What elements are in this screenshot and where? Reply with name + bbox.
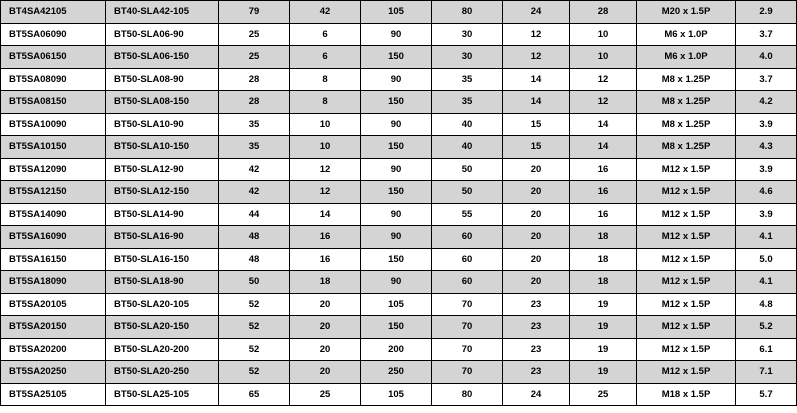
cell-d1: 52: [219, 316, 290, 339]
cell-d1: 42: [219, 181, 290, 204]
cell-d3: 20: [503, 271, 570, 294]
cell-d3: 20: [503, 226, 570, 249]
cell-thread: M8 x 1.25P: [637, 91, 736, 114]
cell-thread: M12 x 1.5P: [637, 203, 736, 226]
cell-l1: 105: [361, 383, 432, 406]
cell-l2: 60: [432, 248, 503, 271]
cell-l3: 18: [570, 271, 637, 294]
cell-d3: 12: [503, 23, 570, 46]
cell-l1: 150: [361, 136, 432, 159]
cell-l1: 90: [361, 158, 432, 181]
cell-l3: 25: [570, 383, 637, 406]
cell-d1: 25: [219, 46, 290, 69]
cell-l3: 19: [570, 338, 637, 361]
cell-item_code: BT5SA10090: [1, 113, 106, 136]
cell-item_code: BT5SA12150: [1, 181, 106, 204]
cell-weight: 6.1: [736, 338, 797, 361]
cell-d2: 42: [290, 1, 361, 24]
cell-model_code: BT50-SLA06-150: [106, 46, 219, 69]
cell-d1: 44: [219, 203, 290, 226]
cell-item_code: BT5SA06090: [1, 23, 106, 46]
cell-l1: 90: [361, 23, 432, 46]
cell-thread: M8 x 1.25P: [637, 136, 736, 159]
cell-l2: 80: [432, 383, 503, 406]
cell-item_code: BT4SA42105: [1, 1, 106, 24]
cell-weight: 5.2: [736, 316, 797, 339]
cell-l1: 90: [361, 203, 432, 226]
cell-l3: 16: [570, 203, 637, 226]
cell-l2: 60: [432, 271, 503, 294]
cell-d2: 6: [290, 46, 361, 69]
cell-d1: 52: [219, 293, 290, 316]
table-row: [1, 361, 797, 384]
cell-d2: 16: [290, 248, 361, 271]
cell-model_code: BT50-SLA14-90: [106, 203, 219, 226]
cell-l1: 90: [361, 113, 432, 136]
cell-d1: 28: [219, 68, 290, 91]
table-row: [1, 181, 797, 204]
cell-d2: 12: [290, 181, 361, 204]
cell-weight: 4.8: [736, 293, 797, 316]
cell-l2: 30: [432, 46, 503, 69]
cell-l1: 250: [361, 361, 432, 384]
cell-l3: 18: [570, 226, 637, 249]
cell-model_code: BT50-SLA08-150: [106, 91, 219, 114]
cell-d1: 79: [219, 1, 290, 24]
cell-thread: M8 x 1.25P: [637, 68, 736, 91]
cell-l1: 105: [361, 1, 432, 24]
cell-l2: 70: [432, 361, 503, 384]
cell-l1: 90: [361, 226, 432, 249]
cell-l3: 10: [570, 46, 637, 69]
cell-d3: 23: [503, 361, 570, 384]
cell-thread: M20 x 1.5P: [637, 1, 736, 24]
cell-model_code: BT50-SLA08-90: [106, 68, 219, 91]
cell-thread: M12 x 1.5P: [637, 316, 736, 339]
cell-d3: 12: [503, 46, 570, 69]
cell-d1: 50: [219, 271, 290, 294]
cell-weight: 3.9: [736, 203, 797, 226]
cell-d1: 28: [219, 91, 290, 114]
cell-item_code: BT5SA16090: [1, 226, 106, 249]
table-row: [1, 158, 797, 181]
cell-d3: 15: [503, 136, 570, 159]
cell-item_code: BT5SA12090: [1, 158, 106, 181]
cell-l2: 60: [432, 226, 503, 249]
cell-d2: 10: [290, 113, 361, 136]
table-row: [1, 248, 797, 271]
cell-d1: 52: [219, 361, 290, 384]
cell-thread: M12 x 1.5P: [637, 293, 736, 316]
cell-weight: 4.3: [736, 136, 797, 159]
cell-d3: 20: [503, 248, 570, 271]
cell-model_code: BT50-SLA20-150: [106, 316, 219, 339]
cell-d2: 20: [290, 316, 361, 339]
cell-l1: 150: [361, 46, 432, 69]
cell-l2: 70: [432, 293, 503, 316]
cell-d2: 6: [290, 23, 361, 46]
cell-d2: 20: [290, 338, 361, 361]
table-body: [1, 1, 797, 406]
cell-l1: 150: [361, 91, 432, 114]
cell-d3: 15: [503, 113, 570, 136]
table-row: [1, 91, 797, 114]
cell-item_code: BT5SA14090: [1, 203, 106, 226]
cell-thread: M18 x 1.5P: [637, 383, 736, 406]
cell-d2: 8: [290, 68, 361, 91]
cell-item_code: BT5SA16150: [1, 248, 106, 271]
cell-model_code: BT40-SLA42-105: [106, 1, 219, 24]
cell-item_code: BT5SA08150: [1, 91, 106, 114]
cell-item_code: BT5SA20200: [1, 338, 106, 361]
table-row: [1, 1, 797, 24]
cell-l1: 105: [361, 293, 432, 316]
cell-thread: M12 x 1.5P: [637, 158, 736, 181]
cell-weight: 7.1: [736, 361, 797, 384]
cell-l1: 150: [361, 248, 432, 271]
cell-l1: 150: [361, 181, 432, 204]
cell-l2: 50: [432, 181, 503, 204]
cell-model_code: BT50-SLA06-90: [106, 23, 219, 46]
cell-item_code: BT5SA25105: [1, 383, 106, 406]
cell-l3: 16: [570, 158, 637, 181]
table-row: [1, 46, 797, 69]
cell-l3: 12: [570, 91, 637, 114]
cell-d3: 23: [503, 316, 570, 339]
cell-l2: 70: [432, 316, 503, 339]
cell-d1: 48: [219, 226, 290, 249]
cell-l3: 19: [570, 316, 637, 339]
cell-d1: 52: [219, 338, 290, 361]
cell-l3: 19: [570, 293, 637, 316]
cell-thread: M12 x 1.5P: [637, 226, 736, 249]
cell-d2: 25: [290, 383, 361, 406]
cell-d2: 12: [290, 158, 361, 181]
table-row: [1, 226, 797, 249]
cell-d2: 10: [290, 136, 361, 159]
cell-d3: 20: [503, 158, 570, 181]
cell-weight: 4.1: [736, 226, 797, 249]
cell-l3: 12: [570, 68, 637, 91]
cell-weight: 3.7: [736, 23, 797, 46]
cell-l2: 70: [432, 338, 503, 361]
cell-l1: 200: [361, 338, 432, 361]
cell-item_code: BT5SA20105: [1, 293, 106, 316]
cell-d3: 14: [503, 91, 570, 114]
cell-weight: 4.6: [736, 181, 797, 204]
cell-d1: 35: [219, 136, 290, 159]
cell-d3: 14: [503, 68, 570, 91]
table-row: [1, 68, 797, 91]
cell-d3: 24: [503, 383, 570, 406]
cell-model_code: BT50-SLA25-105: [106, 383, 219, 406]
cell-weight: 4.2: [736, 91, 797, 114]
cell-d3: 23: [503, 338, 570, 361]
cell-d2: 20: [290, 361, 361, 384]
cell-weight: 3.7: [736, 68, 797, 91]
table-row: [1, 203, 797, 226]
cell-d3: 20: [503, 181, 570, 204]
cell-l2: 80: [432, 1, 503, 24]
cell-item_code: BT5SA20150: [1, 316, 106, 339]
cell-model_code: BT50-SLA16-90: [106, 226, 219, 249]
cell-l2: 40: [432, 136, 503, 159]
cell-item_code: BT5SA10150: [1, 136, 106, 159]
cell-l1: 90: [361, 271, 432, 294]
cell-l1: 150: [361, 316, 432, 339]
table-row: [1, 316, 797, 339]
cell-d1: 25: [219, 23, 290, 46]
cell-item_code: BT5SA20250: [1, 361, 106, 384]
cell-model_code: BT50-SLA10-150: [106, 136, 219, 159]
cell-d3: 23: [503, 293, 570, 316]
cell-l3: 14: [570, 136, 637, 159]
cell-l2: 55: [432, 203, 503, 226]
cell-item_code: BT5SA18090: [1, 271, 106, 294]
table-row: [1, 23, 797, 46]
cell-model_code: BT50-SLA16-150: [106, 248, 219, 271]
cell-d1: 65: [219, 383, 290, 406]
cell-weight: 2.9: [736, 1, 797, 24]
cell-d3: 24: [503, 1, 570, 24]
table-row: [1, 338, 797, 361]
table-row: [1, 383, 797, 406]
table-row: [1, 113, 797, 136]
cell-thread: M8 x 1.25P: [637, 113, 736, 136]
cell-d2: 8: [290, 91, 361, 114]
cell-model_code: BT50-SLA12-150: [106, 181, 219, 204]
cell-d1: 48: [219, 248, 290, 271]
cell-l3: 18: [570, 248, 637, 271]
table-row: [1, 293, 797, 316]
cell-l3: 19: [570, 361, 637, 384]
cell-thread: M12 x 1.5P: [637, 248, 736, 271]
cell-weight: 5.7: [736, 383, 797, 406]
cell-d2: 16: [290, 226, 361, 249]
cell-l3: 28: [570, 1, 637, 24]
cell-model_code: BT50-SLA20-200: [106, 338, 219, 361]
cell-weight: 4.1: [736, 271, 797, 294]
cell-model_code: BT50-SLA10-90: [106, 113, 219, 136]
cell-thread: M6 x 1.0P: [637, 23, 736, 46]
cell-weight: 3.9: [736, 113, 797, 136]
cell-l3: 10: [570, 23, 637, 46]
cell-d3: 20: [503, 203, 570, 226]
cell-thread: M12 x 1.5P: [637, 361, 736, 384]
cell-thread: M12 x 1.5P: [637, 271, 736, 294]
cell-model_code: BT50-SLA20-250: [106, 361, 219, 384]
cell-l3: 16: [570, 181, 637, 204]
cell-model_code: BT50-SLA12-90: [106, 158, 219, 181]
cell-d2: 20: [290, 293, 361, 316]
cell-l2: 30: [432, 23, 503, 46]
cell-l2: 50: [432, 158, 503, 181]
cell-d1: 35: [219, 113, 290, 136]
cell-model_code: BT50-SLA20-105: [106, 293, 219, 316]
cell-l2: 35: [432, 91, 503, 114]
cell-item_code: BT5SA08090: [1, 68, 106, 91]
table-row: [1, 271, 797, 294]
cell-thread: M12 x 1.5P: [637, 181, 736, 204]
cell-item_code: BT5SA06150: [1, 46, 106, 69]
cell-l2: 40: [432, 113, 503, 136]
cell-d2: 18: [290, 271, 361, 294]
cell-d1: 42: [219, 158, 290, 181]
cell-weight: 5.0: [736, 248, 797, 271]
cell-weight: 3.9: [736, 158, 797, 181]
cell-thread: M6 x 1.0P: [637, 46, 736, 69]
cell-d2: 14: [290, 203, 361, 226]
cell-l1: 90: [361, 68, 432, 91]
cell-model_code: BT50-SLA18-90: [106, 271, 219, 294]
cell-l3: 14: [570, 113, 637, 136]
cell-thread: M12 x 1.5P: [637, 338, 736, 361]
cell-l2: 35: [432, 68, 503, 91]
table-row: [1, 136, 797, 159]
cell-weight: 4.0: [736, 46, 797, 69]
